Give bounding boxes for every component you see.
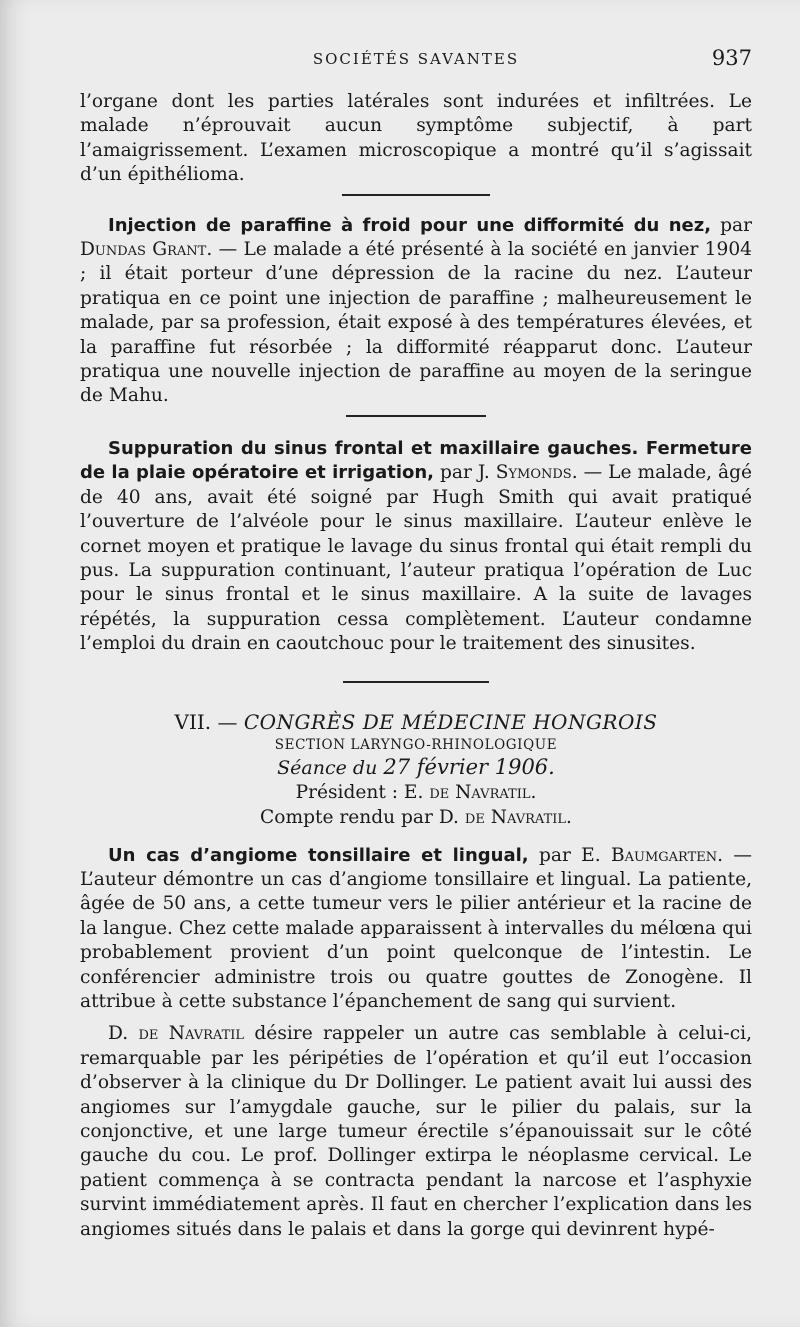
- page-body: [80, 90, 752, 1242]
- separator-rule: [342, 194, 490, 196]
- section-number: VII. —: [174, 709, 238, 734]
- author-prefix: par E.: [538, 844, 601, 866]
- page-header: [80, 42, 752, 82]
- compte-name: de Navratil.: [464, 806, 572, 828]
- article-title: Suppuration du sinus frontal et maxillaire gauches. Fermeture de la plaie opératoire et irrigation,: [80, 437, 752, 484]
- article-body: — L’auteur démontre un cas d’angiome tonsillaire et lingual. La patiente, âgée de 50 ans, a cette tumeur vers le pilier antérieur et la racine de la langue. Chez cette malade apparaissent à intervalles du mélœna qui probablement provient d’un point quelconque de l’intestin. Le conférencier administre trois ou quatre gouttes de Zonogène. Il attribue à cette substance l’épanchement de sang qui survient.: [80, 844, 752, 1012]
- separator-rule: [346, 415, 486, 417]
- section-title: CONGRÈS DE MÉDECINE HONGROIS: [243, 709, 658, 734]
- author-prefix: par J.: [439, 462, 490, 484]
- president-label: Président : E.: [295, 781, 424, 803]
- president-name: de Navratil.: [429, 781, 537, 803]
- author-prefix: par: [720, 214, 752, 236]
- page-number: 937: [711, 46, 752, 70]
- separator-rule: [343, 681, 489, 683]
- seance-line: [80, 755, 752, 780]
- author-name: Dundas Grant.: [80, 239, 213, 261]
- seance-label: Séance du: [277, 756, 378, 779]
- article-angiome: [80, 844, 752, 1015]
- article-injection-paraffine: [80, 214, 752, 409]
- author-name: Baumgarten.: [610, 844, 724, 866]
- lead-initial: D.: [108, 1023, 129, 1045]
- president-line: [80, 780, 752, 805]
- article-title: Injection de paraffine à froid pour une difformité du nez,: [108, 214, 712, 236]
- lead-name: de Navratil: [138, 1023, 245, 1045]
- article-suppuration-sinus: [80, 437, 752, 657]
- running-title: SOCIÉTÉS SAVANTES: [312, 50, 520, 68]
- paragraph-navratil: [80, 1022, 752, 1242]
- article-title: Un cas d’angiome tonsillaire et lingual,: [108, 844, 529, 866]
- seance-date: 27 février 1906.: [383, 754, 555, 779]
- compte-label: Compte rendu par D.: [260, 806, 459, 828]
- article-body: — Le malade a été présenté à la société en janvier 1904 ; il était porteur d’une dépression de la racine du nez. L’auteur pratiqua en ce point une injection de paraffine ; malheureusement le malade, par sa profession, était exposé à des températures élevées, et la paraffine fut résorbée ; la difformité réapparut donc. L’auteur pratiqua une nouvelle injection de paraffine au moyen de la seringue de Mahu.: [80, 239, 752, 407]
- author-name: Symonds.: [495, 462, 578, 484]
- subsection-heading: SECTION LARYNGO-RHINOLOGIQUE: [274, 736, 558, 753]
- section-heading: [80, 709, 752, 735]
- article-body: — Le malade, âgé de 40 ans, avait été soigné par Hugh Smith qui avait pratiqué l’ouverture de l’alvéole pour le sinus maxillaire. L’auteur enlève le cornet moyen et pratique le lavage du sinus frontal qui était rempli du pus. La suppuration continuant, l’auteur pratiqua l’opération de Luc pour le sinus frontal et le sinus maxillaire. A la suite de lavages répétés, la suppuration cessa complètement. L’auteur condamne l’emploi du drain en caoutchouc pour le traitement des sinusites.: [80, 462, 752, 655]
- paragraph-continued: l’organe dont les parties latérales sont indurées et infiltrées. Le malade n’éprouvait aucun symptôme subjectif, à part l’amaigrissement. L’examen microscopique a montré qu’il s’agissait d’un épithélioma.: [80, 91, 752, 186]
- paragraph-text: désire rappeler un autre cas semblable à celui-ci, remarquable par les péripéties de l’opération et qu’il eut l’occasion d’observer à la clinique du Dr Dollinger. Le patient avait lui aussi des angiomes sur l’amygdale gauche, sur le pilier du palais, sur la conjonctive, et une large tumeur érectile s’épanouissait sur le côté gauche du cou. Le prof. Dollinger extirpa le néoplasme cervical. Le patient commença à se contracta pendant la narcose et l’asphyxie survint immédiatement après. Il faut en chercher l’explication dans les angiomes situés dans le palais et dans la gorge qui devinrent hypé-: [80, 1023, 752, 1240]
- compte-rendu-line: [80, 805, 752, 830]
